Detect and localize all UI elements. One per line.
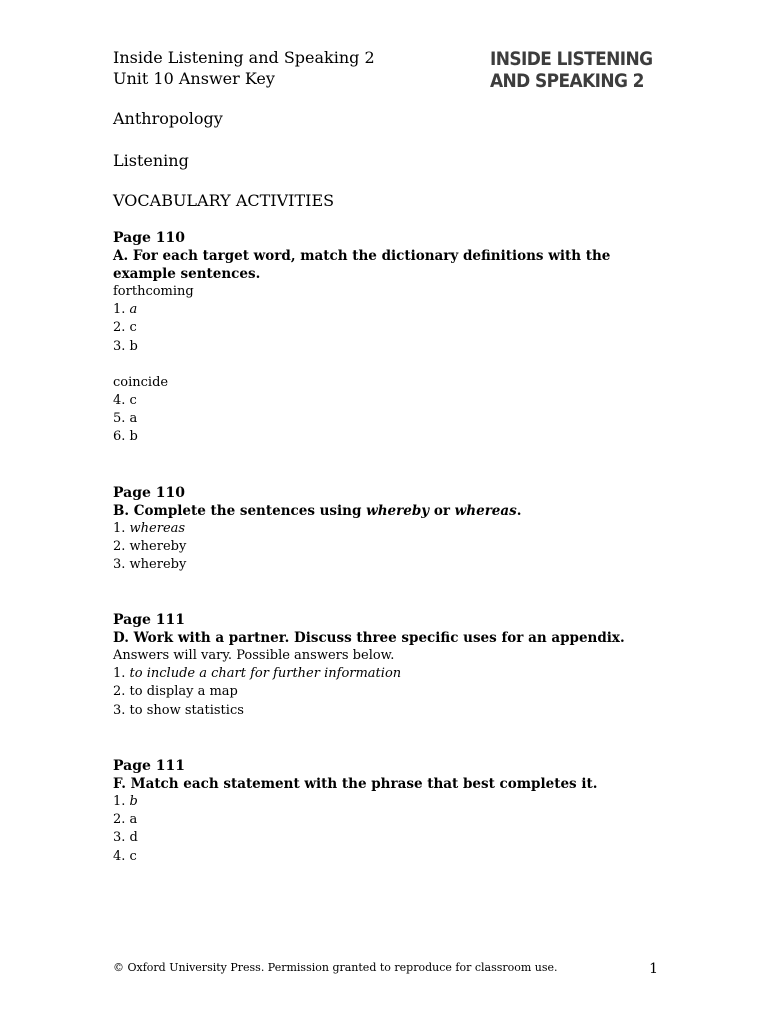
answer-item: 1. whereas — [113, 521, 186, 536]
book-title: Inside Listening and Speaking 2 — [113, 48, 375, 67]
activity-block-d — [113, 611, 673, 720]
activity-block-b — [113, 484, 673, 575]
target-word: coincide — [113, 374, 169, 390]
activity-instruction: A. For each target word, match the dictionary definitions with the example sentences. — [113, 248, 611, 282]
page-reference: Page 111 — [113, 758, 186, 774]
answer-item: 4. c — [113, 393, 137, 409]
document-header — [113, 47, 375, 89]
answer-item: 2. whereby — [113, 539, 187, 555]
answer-item: 3. b — [113, 338, 138, 354]
answer-item: 3. whereby — [113, 557, 187, 573]
answer-item: 4. c — [113, 848, 137, 864]
answer-item: 5. a — [113, 411, 138, 427]
answer-item: 2. to display a map — [113, 684, 238, 700]
answer-item: 2. c — [113, 320, 137, 336]
page-reference: Page 110 — [113, 230, 186, 246]
page-footer — [113, 961, 658, 977]
answer-item: 3. to show statistics — [113, 702, 244, 718]
activity-instruction: F. Match each statement with the phrase that best completes it. — [113, 776, 598, 792]
answer-item: 2. a — [113, 812, 138, 828]
target-word: forthcoming — [113, 284, 194, 299]
logo-line-1: INSIDE LISTENING — [490, 48, 653, 71]
answer-item: 1. a — [113, 302, 138, 318]
page-reference: Page 110 — [113, 485, 186, 501]
answer-item: 3. d — [113, 830, 138, 846]
answer-note: Answers will vary. Possible answers below. — [113, 648, 395, 663]
copyright-notice: © Oxford University Press. Permission granted to reproduce for classroom use. — [113, 961, 558, 974]
logo-line-2: AND SPEAKING 2 — [490, 70, 644, 93]
activity-instruction: D. Work with a partner. Discuss three specific uses for an appendix. — [113, 630, 625, 646]
answer-item: 1. to include a chart for further information — [113, 666, 402, 682]
section-heading: Listening — [113, 151, 189, 170]
page-number: 1 — [649, 961, 658, 977]
answer-item: 6. b — [113, 429, 138, 445]
subject-heading: Anthropology — [113, 109, 223, 128]
activities-heading: VOCABULARY ACTIVITIES — [113, 191, 335, 210]
unit-title: Unit 10 Answer Key — [113, 69, 275, 88]
activity-block-a — [113, 229, 673, 447]
activity-instruction: B. Complete the sentences using whereby or whereas. — [113, 503, 522, 519]
series-logo — [490, 48, 653, 93]
activity-block-f — [113, 757, 673, 866]
page-reference: Page 111 — [113, 612, 186, 628]
answer-item: 1. b — [113, 794, 138, 809]
